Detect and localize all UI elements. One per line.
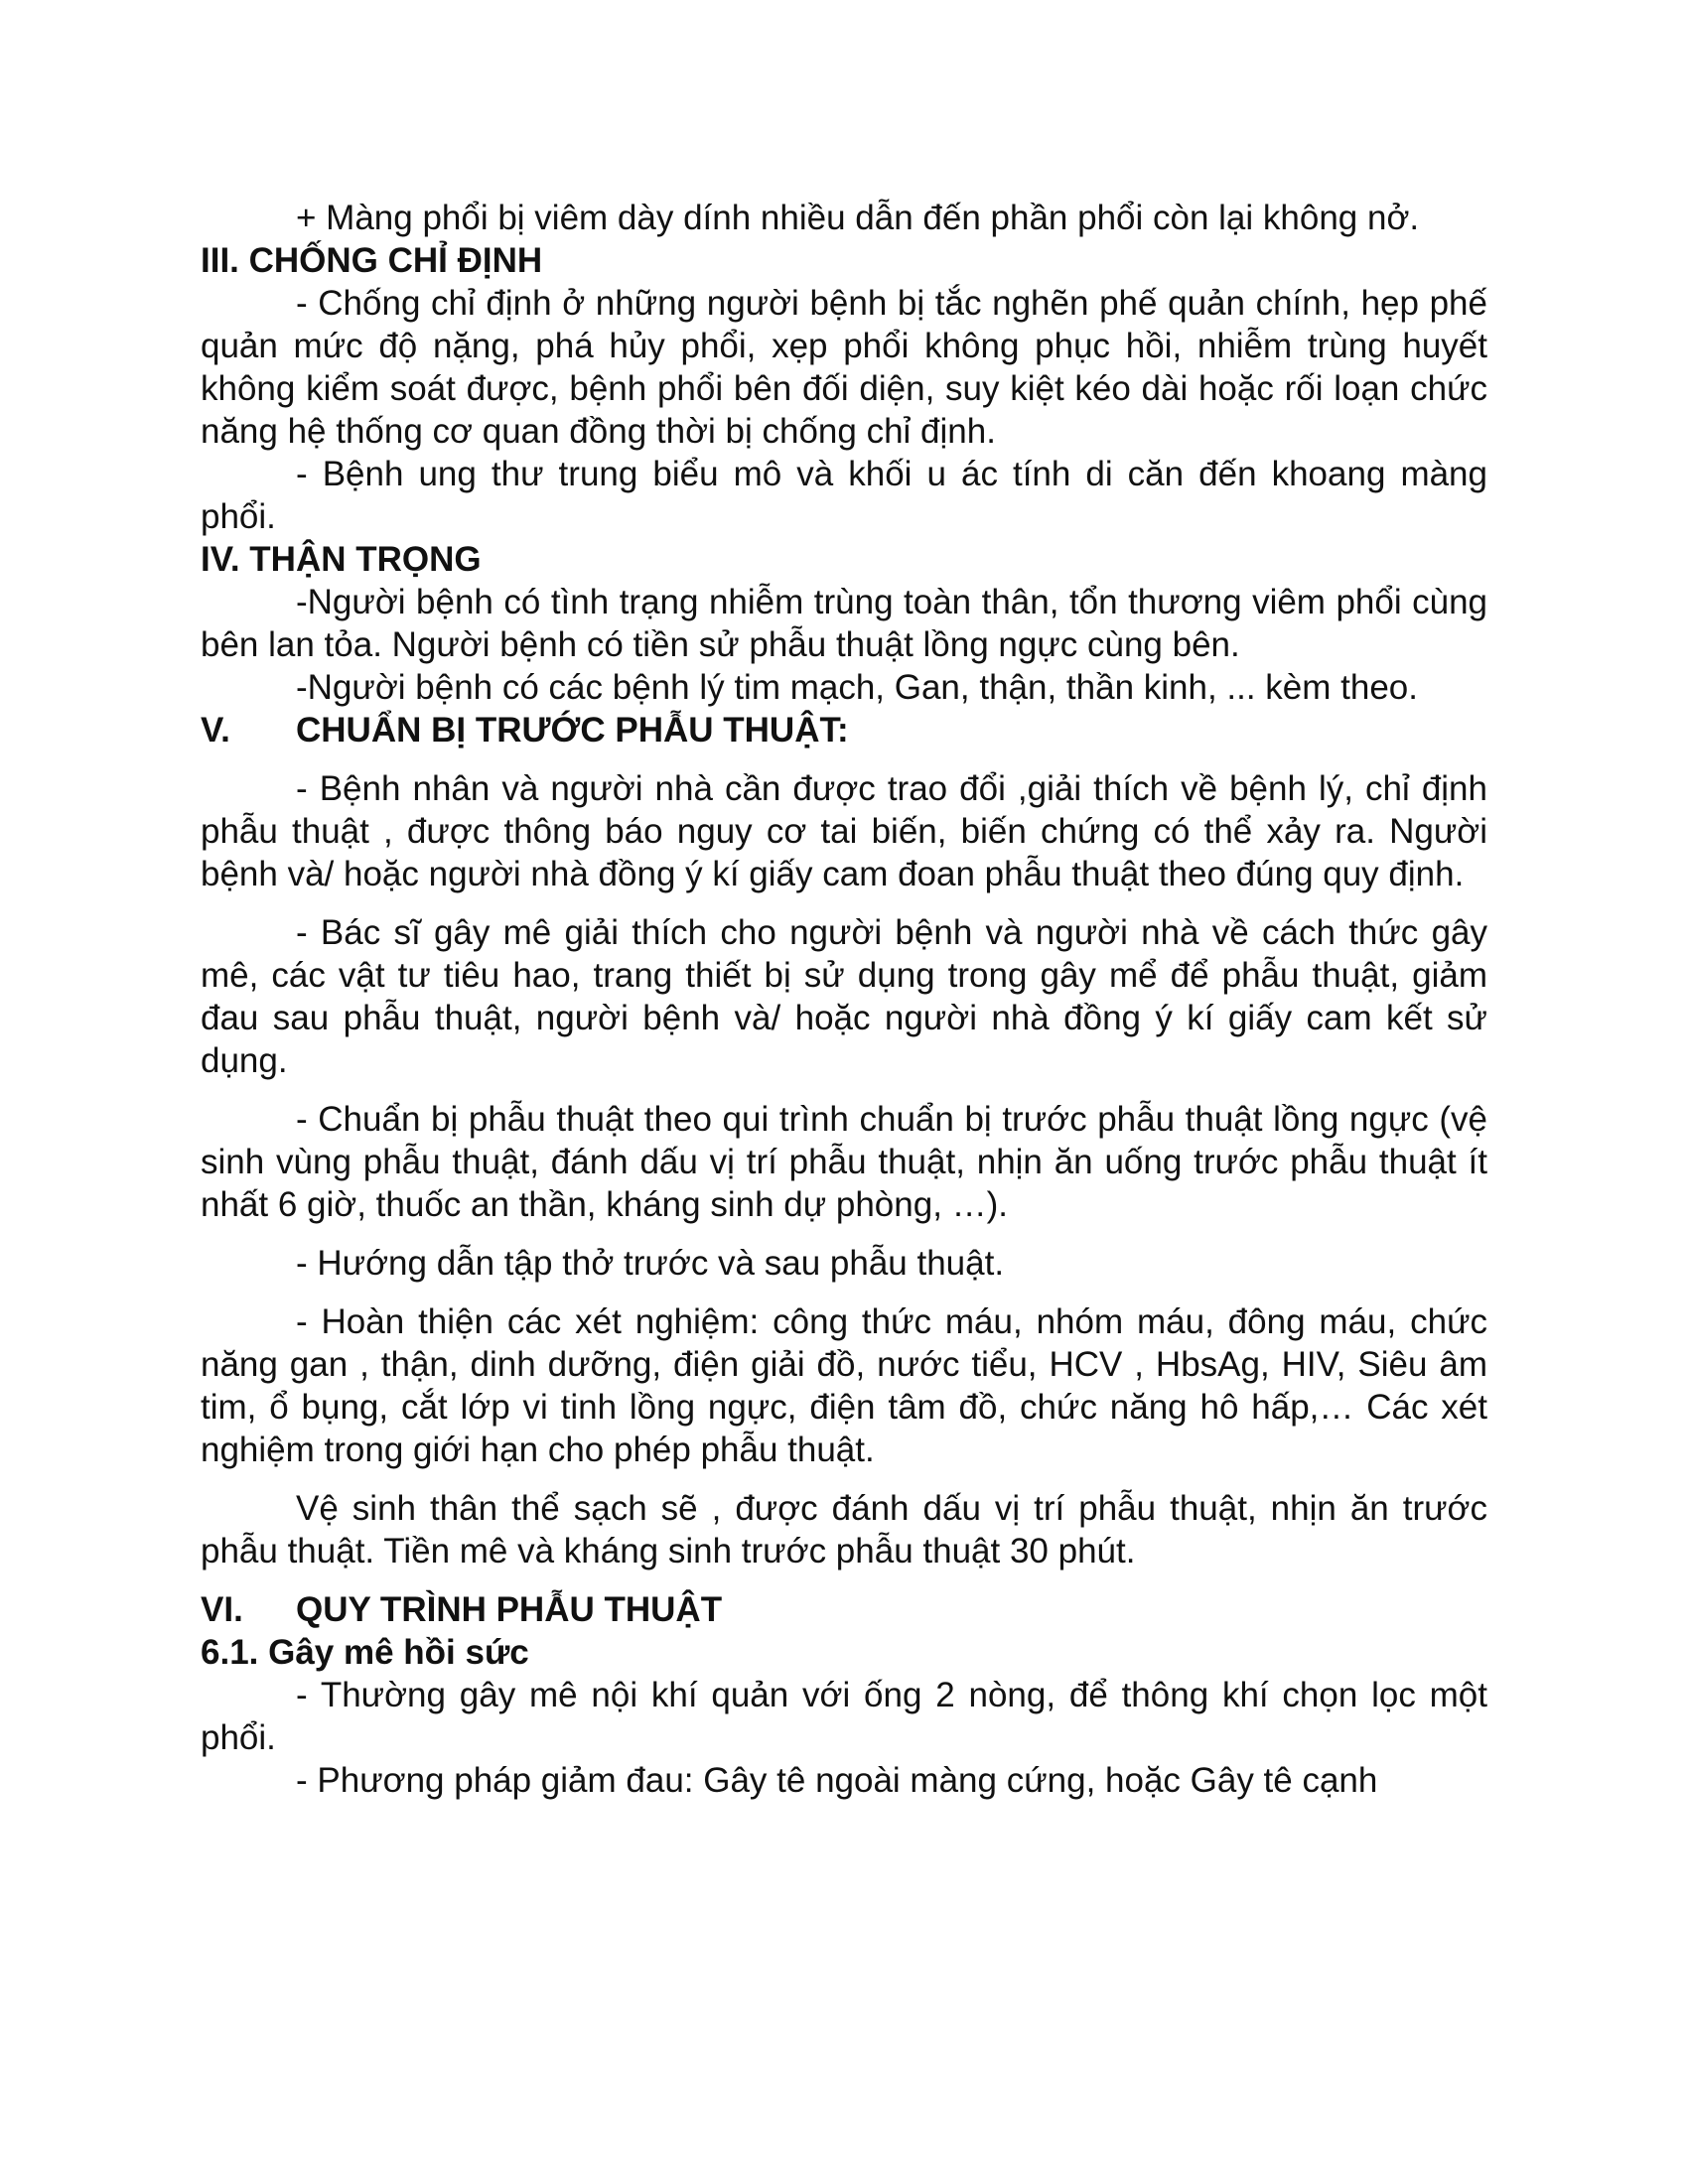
paragraph-lab-tests: - Hoàn thiện các xét nghiệm: công thức máu, nhóm máu, đông máu, chức năng gan , thận, dinh dưỡng, điện giải đồ, nước tiểu, HCV , HbsAg, HIV, Siêu âm tim, ổ bụng, cắt lớp vi tinh lồng ngực, điện tâm đồ, chức năng hô hấp,… Các xét nghiệm trong giới hạn cho phép phẫu thuật. — [201, 1302, 1487, 1469]
paragraph-breathing-exercises: - Hướng dẫn tập thở trước và sau phẫu thuật. — [296, 1244, 1005, 1283]
paragraph-pain-management: - Phương pháp giảm đau: Gây tê ngoài màng cứng, hoặc Gây tê cạnh — [296, 1761, 1378, 1800]
heading-preoperative-preparation — [201, 709, 1487, 751]
heading-number: VI. — [201, 1590, 243, 1629]
heading-surgical-procedure — [201, 1588, 1487, 1631]
document-page — [201, 197, 1487, 1802]
heading-text: QUY TRÌNH PHẪU THUẬT — [296, 1590, 723, 1629]
heading-text: CHUẨN BỊ TRƯỚC PHẪU THUẬT: — [296, 711, 849, 750]
paragraph-systemic-infection: -Người bệnh có tình trạng nhiễm trùng toàn thân, tổn thương viêm phổi cùng bên lan tỏa. Người bệnh có tiền sử phẫu thuật lồng ngực cùng bên. — [201, 583, 1487, 664]
paragraph-anesthesia-explanation: - Bác sĩ gây mê giải thích cho người bệnh và người nhà về cách thức gây mê, các vật tư tiêu hao, trang thiết bị sử dụng trong gây mể để phẫu thuật, giảm đau sau phẫu thuật, người bệnh và/ hoặc người nhà đồng ý kí giấy cam kết sử dụng. — [201, 913, 1487, 1080]
heading-number: V. — [201, 711, 230, 750]
paragraph-pleural-thickening: + Màng phổi bị viêm dày dính nhiều dẫn đến phần phổi còn lại không nở. — [296, 199, 1420, 237]
heading-anesthesia-resuscitation: 6.1. Gây mê hồi sức — [201, 1633, 529, 1672]
paragraph-patient-consent: - Bệnh nhân và người nhà cần được trao đổi ,giải thích về bệnh lý, chỉ định phẫu thuật , được thông báo nguy cơ tai biến, biến chứng có thể xảy ra. Người bệnh và/ hoặc người nhà đồng ý kí giấy cam đoan phẫu thuật theo đúng quy định. — [201, 769, 1487, 893]
heading-contraindications: III. CHỐNG CHỈ ĐỊNH — [201, 241, 543, 280]
heading-precautions: IV. THẬN TRỌNG — [201, 540, 482, 579]
paragraph-surgical-preparation: - Chuẩn bị phẫu thuật theo qui trình chuẩn bị trước phẫu thuật lồng ngực (vệ sinh vùng phẫu thuật, đánh dấu vị trí phẫu thuật, nhịn ăn uống trước phẫu thuật ít nhất 6 giờ, thuốc an thần, kháng sinh dự phòng, …). — [201, 1100, 1487, 1224]
paragraph-double-lumen-intubation: - Thường gây mê nội khí quản với ống 2 nòng, để thông khí chọn lọc một phổi. — [201, 1676, 1487, 1757]
paragraph-mesothelioma: - Bệnh ung thư trung biểu mô và khối u ác tính di căn đến khoang màng phổi. — [201, 455, 1487, 536]
paragraph-contraindication-list: - Chống chỉ định ở những người bệnh bị tắc nghẽn phế quản chính, hẹp phế quản mức độ nặng, phá hủy phổi, xẹp phổi không phục hồi, nhiễm trùng huyết không kiểm soát được, bệnh phổi bên đối diện, suy kiệt kéo dài hoặc rối loạn chức năng hệ thống cơ quan đồng thời bị chống chỉ định. — [201, 284, 1487, 451]
paragraph-hygiene: Vệ sinh thân thể sạch sẽ , được đánh dấu vị trí phẫu thuật, nhịn ăn trước phẫu thuật. Tiền mê và kháng sinh trước phẫu thuật 30 phút. — [201, 1489, 1487, 1570]
paragraph-comorbidities: -Người bệnh có các bệnh lý tim mạch, Gan, thận, thần kinh, ... kèm theo. — [296, 668, 1418, 707]
